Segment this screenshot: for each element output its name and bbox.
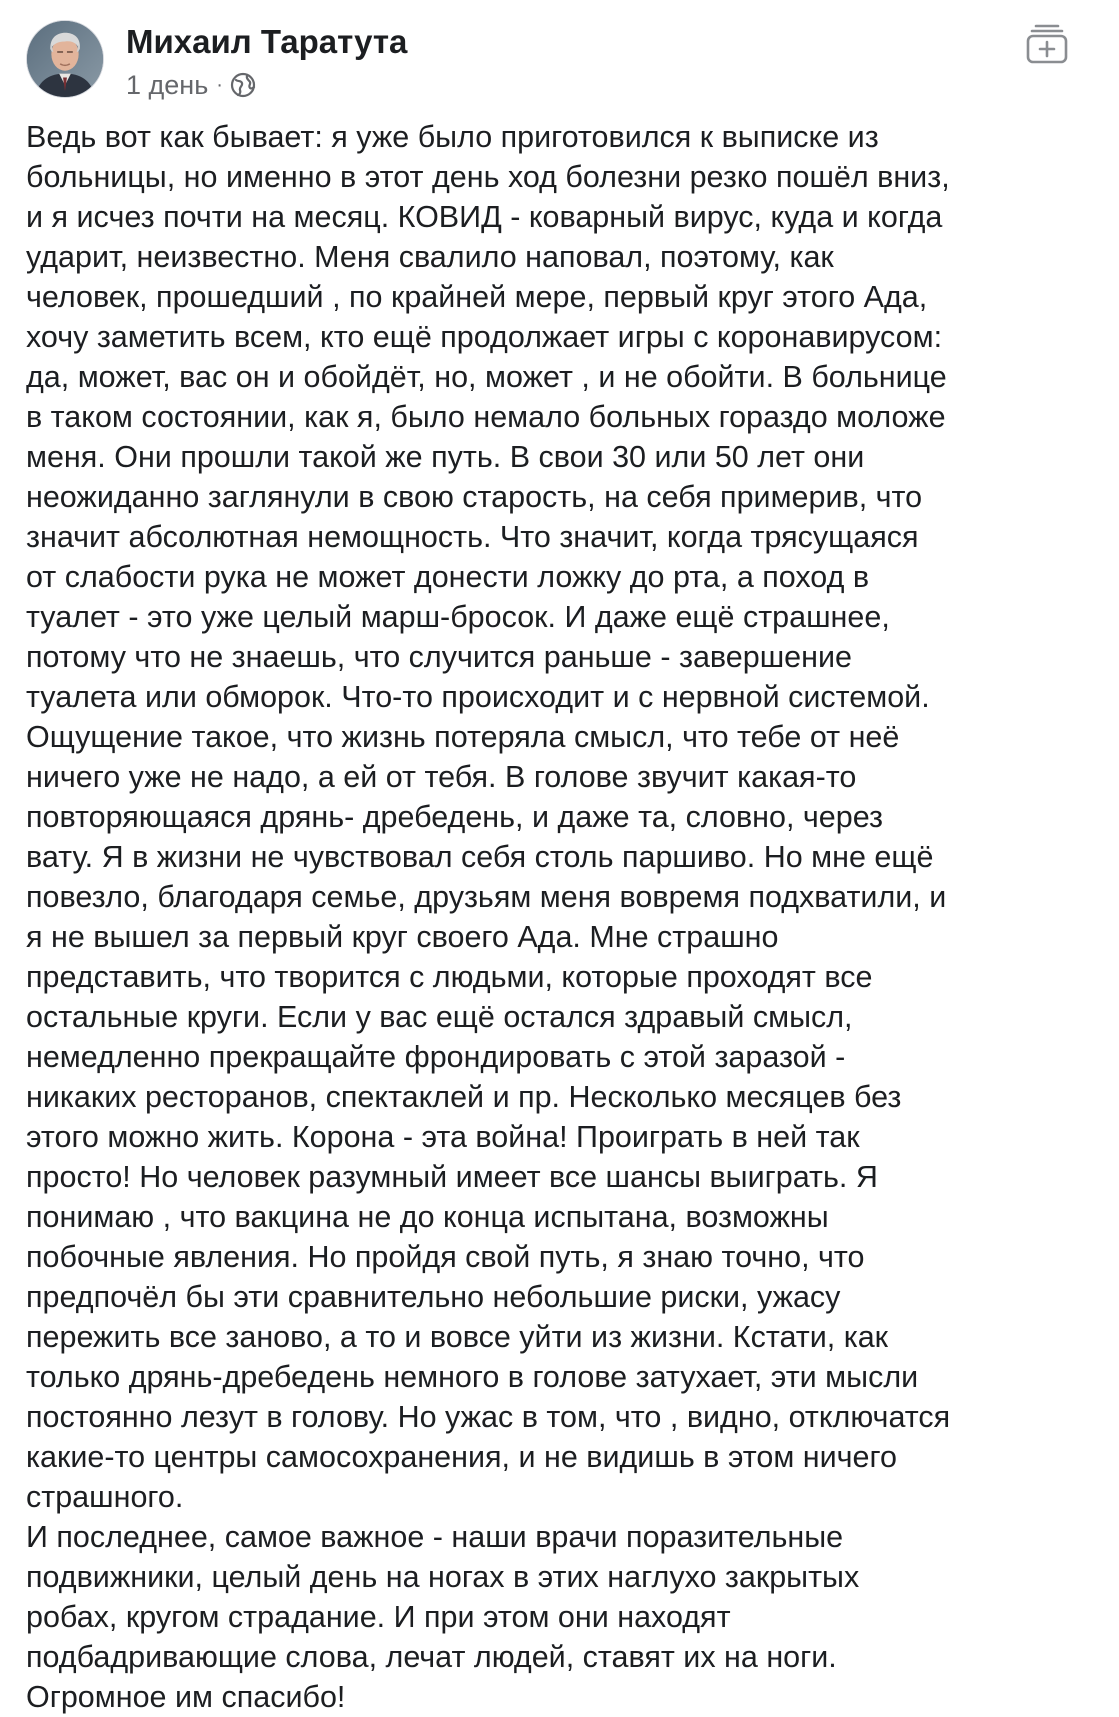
avatar-portrait-icon [27,21,103,97]
post-text-line: робах, кругом страдание. И при этом они находят [26,1600,731,1634]
post-text-line: подбадривающие слова, лечат людей, ставят их на ноги. [26,1640,837,1674]
post-text-line: подвижники, целый день на ногах в этих наглухо закрытых [26,1560,860,1594]
post-text-line: остальные круги. Если у вас ещё остался здравый смысл, [26,1000,853,1034]
post-text-line: представить, что творится с людьми, которые проходят все [26,960,873,994]
add-to-collection-icon [1024,20,1070,66]
post-text-line: от слабости рука не может донести ложку до рта, а поход в [26,560,870,594]
post-text-line: хочу заметить всем, кто ещё продолжает игры с коронавирусом: [26,320,943,354]
post-text-line: постоянно лезут в голову. Но ужас в том, что , видно, отключатся [26,1400,951,1434]
post-text-line: повторяющаяся дрянь- дребедень, и даже та, словно, через [26,800,884,834]
post-text-line: да, может, вас он и обойдёт, но, может , и не обойти. В больнице [26,360,947,394]
post-text-line: никаких ресторанов, спектаклей и пр. Несколько месяцев без [26,1080,902,1114]
post-text-line: ударит, неизвестно. Меня свалило наповал, поэтому, как [26,240,834,274]
post-text-line: больницы, но именно в этот день ход болезни резко пошёл вниз, [26,160,950,194]
post-text-line: просто! Но человек разумный имеет все шансы выиграть. Я [26,1160,878,1194]
post-timestamp[interactable]: 1 день [126,69,209,100]
author-name[interactable]: Михаил Таратута [126,23,408,60]
post-text-line: в таком состоянии, как я, было немало больных гораздо моложе [26,400,946,434]
post-text-line: пережить все заново, а то и вовсе уйти из жизни. Кстати, как [26,1320,889,1354]
post-text-line: немедленно прекращайте фрондировать с этой заразой - [26,1040,846,1074]
post-text-line: предпочёл бы эти сравнительно небольшие риски, ужасу [26,1280,841,1314]
post-header [26,20,1096,104]
post-text-line: туалета или обморок. Что-то происходит и с нервной системой. [26,680,930,714]
post-text-line: вату. Я в жизни не чувствовал себя столь паршиво. Но мне ещё [26,840,934,874]
post-text-line: человек, прошедший , по крайней мере, первый круг этого Ада, [26,280,928,314]
post-text-line: побочные явления. Но пройдя свой путь, я знаю точно, что [26,1240,865,1274]
post-text-line: ничего уже не надо, а ей от тебя. В голове звучит какая-то [26,760,857,794]
post-text-line: потому что не знаешь, что случится раньше - завершение [26,640,852,674]
post-text-line: И последнее, самое важное - наши врачи поразительные [26,1520,844,1554]
post-text-line: Ведь вот как бывает: я уже было приготовился к выписке из [26,120,879,154]
post-text-line: и я исчез почти на месяц. КОВИД - коварный вирус, куда и когда [26,200,943,234]
post-text-line: значит абсолютная немощность. Что значит, когда трясущаяся [26,520,919,554]
post-text-line: Огромное им спасибо! [26,1680,346,1714]
post-text-line: повезло, благодаря семье, друзьям меня вовремя подхватили, и [26,880,947,914]
post-text-line: этого можно жить. Корона - эта война! Проиграть в ней так [26,1120,860,1154]
post-text-line: меня. Они прошли такой же путь. В свои 30 или 50 лет они [26,440,865,474]
post-text-line: я не вышел за первый круг своего Ада. Мне страшно [26,920,779,954]
post-text-line: Ощущение такое, что жизнь потеряла смысл, что тебе от неё [26,720,900,754]
post-text-line: страшного. [26,1480,184,1514]
globe-icon [229,71,257,99]
add-to-collection-button[interactable] [1024,20,1070,66]
post-text [26,117,1104,1717]
post-text-line: какие-то центры самосохранения, и не видишь в этом ничего [26,1440,897,1474]
avatar[interactable] [26,20,104,98]
post-text-line: неожиданно заглянули в свою старость, на себя примерив, что [26,480,923,514]
meta-separator: · [216,73,223,96]
post-text-line: понимаю , что вакцина не до конца испытана, возможны [26,1200,829,1234]
post-text-line: только дрянь-дребедень немного в голове затухает, эти мысли [26,1360,919,1394]
post-meta [126,68,257,102]
post-text-line: туалет - это уже целый марш-бросок. И даже ещё страшнее, [26,600,890,634]
